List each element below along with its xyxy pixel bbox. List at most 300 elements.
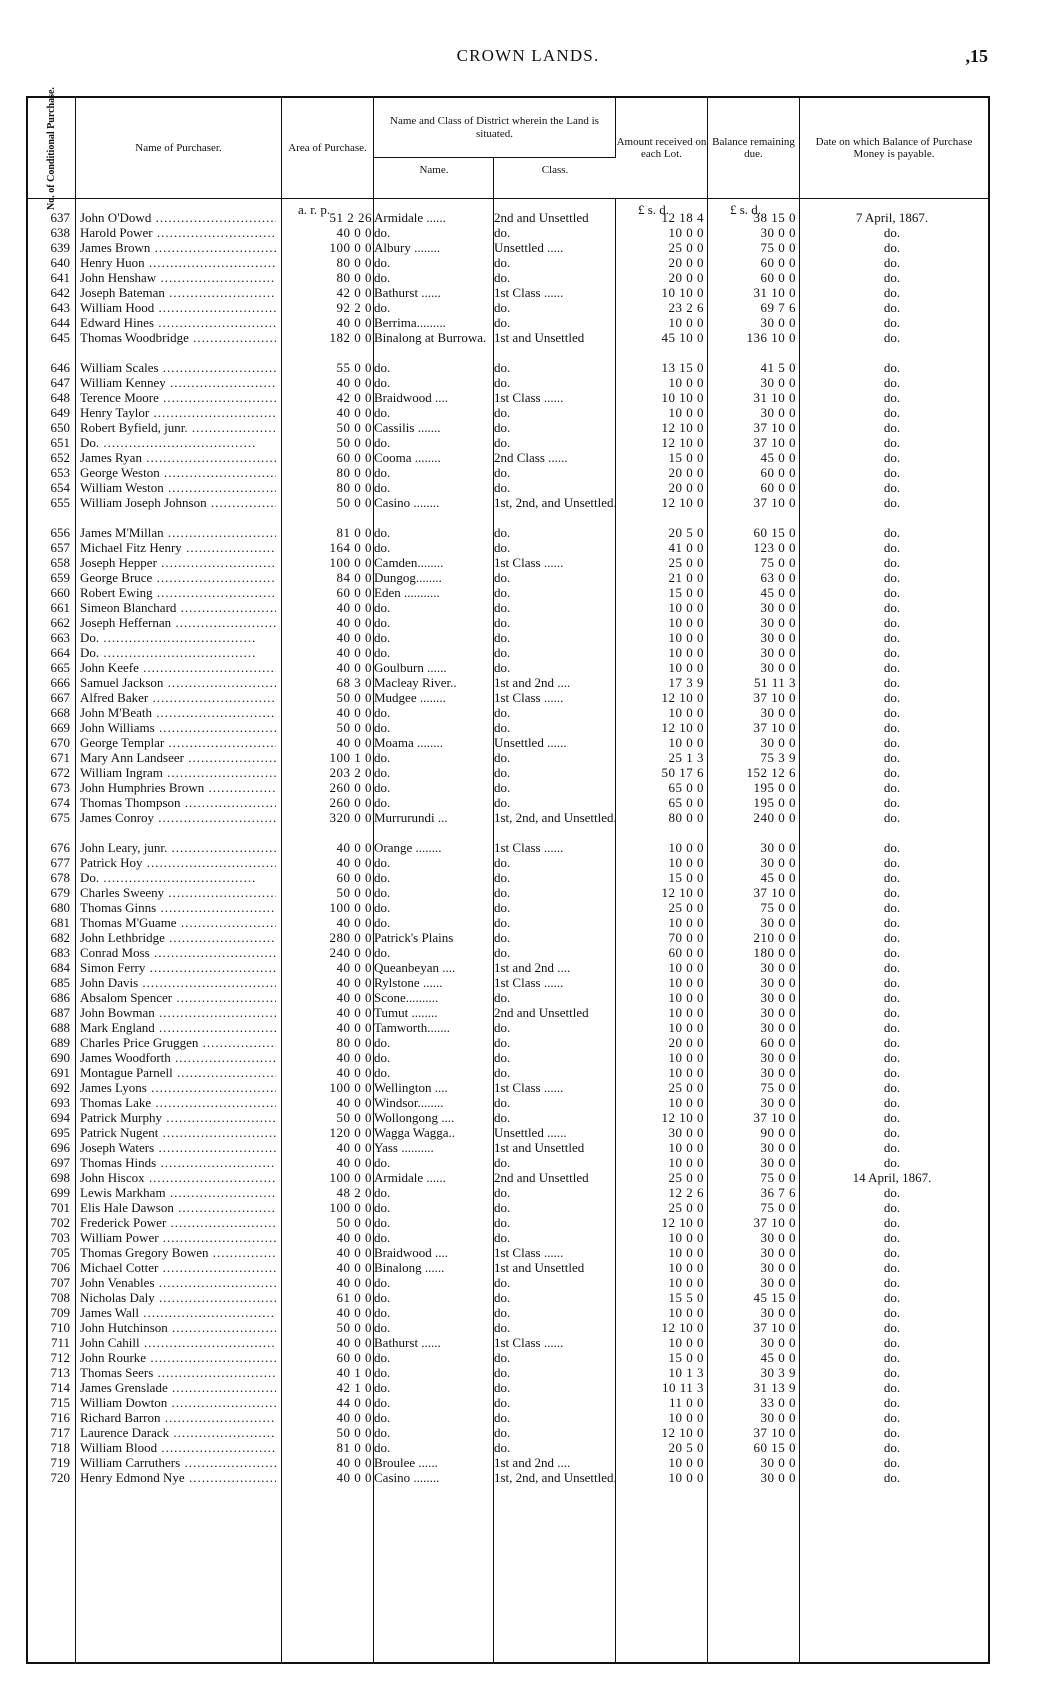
district-name-cell: do. — [374, 915, 391, 930]
balance-cell: 30 0 0 — [760, 1305, 796, 1320]
district-class-cell: do. — [494, 540, 511, 555]
balance-cell: 90 0 0 — [760, 1125, 796, 1140]
header-no — [28, 86, 76, 210]
date-cell: do. — [883, 840, 901, 855]
date-cell: do. — [883, 1065, 901, 1080]
district-name-cell: Armidale ...... — [374, 210, 446, 225]
district-class-cell: 1st and Unsettled — [494, 1260, 585, 1275]
date-cell: do. — [883, 1425, 901, 1440]
district-class-cell: do. — [494, 750, 511, 765]
row-number: 667 — [50, 690, 70, 705]
date-cell: do. — [883, 1455, 901, 1470]
area-cell: 92 2 0 — [336, 300, 372, 315]
district-name-cell: do. — [374, 630, 391, 645]
district-name-cell: do. — [374, 225, 391, 240]
district-name-cell: do. — [374, 1425, 391, 1440]
amount-cell: 10 0 0 — [668, 1455, 704, 1470]
area-cell: 40 0 0 — [336, 1275, 372, 1290]
district-class-cell: do. — [494, 1050, 511, 1065]
table-row — [28, 1395, 988, 1410]
district-class-cell: 2nd Class ...... — [494, 450, 568, 465]
district-name-cell: do. — [374, 1365, 391, 1380]
purchaser-name: John Hutchinson ..... — [80, 1320, 276, 1335]
date-cell: do. — [883, 1140, 901, 1155]
table-row — [28, 1140, 988, 1155]
date-cell: do. — [883, 570, 901, 585]
table-row — [28, 390, 988, 405]
table-row — [28, 765, 988, 780]
balance-cell: 30 0 0 — [760, 975, 796, 990]
district-class-cell: do. — [494, 885, 511, 900]
date-cell: do. — [883, 525, 901, 540]
area-cell: 40 0 0 — [336, 960, 372, 975]
purchaser-name: Michael Cotter ..... — [80, 1260, 276, 1275]
district-class-cell: do. — [494, 465, 511, 480]
row-number: 693 — [50, 1095, 70, 1110]
amount-cell: 10 11 3 — [661, 1380, 704, 1395]
amount-cell: 10 0 0 — [668, 645, 704, 660]
district-class-cell: do. — [494, 870, 511, 885]
date-cell: do. — [883, 1020, 901, 1035]
date-cell: do. — [883, 1305, 901, 1320]
purchaser-name: Harold Power ..... — [80, 225, 276, 240]
table-row — [28, 525, 988, 540]
table-row — [28, 1455, 988, 1470]
purchaser-name: John Rourke ..... — [80, 1350, 276, 1365]
district-name-cell: Yass .......... — [374, 1140, 434, 1155]
area-cell: 50 0 0 — [336, 1215, 372, 1230]
row-number: 702 — [50, 1215, 70, 1230]
amount-cell: 10 0 0 — [668, 405, 704, 420]
balance-cell: 33 0 0 — [760, 1395, 796, 1410]
purchaser-name: Richard Barron ..... — [80, 1410, 276, 1425]
purchaser-name: William Dowton ..... — [80, 1395, 276, 1410]
district-name-cell: do. — [374, 435, 391, 450]
district-class-cell: do. — [494, 630, 511, 645]
table-row — [28, 750, 988, 765]
district-class-cell: do. — [494, 900, 511, 915]
area-cell: 40 0 0 — [336, 1260, 372, 1275]
date-cell: do. — [883, 300, 901, 315]
district-name-cell: do. — [374, 465, 391, 480]
row-number: 688 — [50, 1020, 70, 1035]
balance-cell: 37 10 0 — [753, 885, 796, 900]
area-cell: 40 0 0 — [336, 225, 372, 240]
balance-cell: 31 13 9 — [753, 1380, 796, 1395]
district-class-cell: do. — [494, 720, 511, 735]
area-cell: 60 0 0 — [336, 585, 372, 600]
district-class-cell: do. — [494, 1395, 511, 1410]
purchaser-name: John Hiscox ..... — [80, 1170, 276, 1185]
amount-cell: 20 5 0 — [668, 525, 704, 540]
area-cell: 40 0 0 — [336, 375, 372, 390]
table-row — [28, 450, 988, 465]
area-cell: 100 0 0 — [329, 240, 372, 255]
header-district-name: Name. — [419, 164, 449, 176]
balance-cell: 30 0 0 — [760, 705, 796, 720]
purchaser-name: Do. ..... — [80, 645, 276, 660]
row-number: 643 — [50, 300, 70, 315]
amount-cell: 10 0 0 — [668, 1305, 704, 1320]
date-cell: do. — [883, 435, 901, 450]
balance-cell: 60 0 0 — [760, 480, 796, 495]
row-number: 646 — [50, 360, 70, 375]
table-row — [28, 675, 988, 690]
date-cell: do. — [883, 1155, 901, 1170]
district-class-cell: do. — [494, 645, 511, 660]
district-name-cell: do. — [374, 750, 391, 765]
area-cell: 48 2 0 — [336, 1185, 372, 1200]
amount-cell: 15 0 0 — [668, 870, 704, 885]
date-cell: do. — [883, 795, 901, 810]
balance-cell: 30 0 0 — [760, 735, 796, 750]
district-name-cell: do. — [374, 780, 391, 795]
purchaser-name: James Woodforth ..... — [80, 1050, 276, 1065]
area-cell: 100 0 0 — [329, 1200, 372, 1215]
purchaser-name: John Henshaw ..... — [80, 270, 276, 285]
balance-cell: 123 0 0 — [753, 540, 796, 555]
date-cell: do. — [883, 1470, 901, 1485]
amount-cell: 10 0 0 — [668, 915, 704, 930]
purchaser-name: John Cahill ..... — [80, 1335, 276, 1350]
district-name-cell: do. — [374, 375, 391, 390]
row-number: 689 — [50, 1035, 70, 1050]
row-number: 714 — [50, 1380, 70, 1395]
row-number: 697 — [50, 1155, 70, 1170]
amount-cell: 12 10 0 — [661, 1215, 704, 1230]
row-number: 657 — [50, 540, 70, 555]
district-name-cell: Queanbeyan .... — [374, 960, 456, 975]
date-cell: do. — [883, 1110, 901, 1125]
table-row — [28, 1155, 988, 1170]
purchaser-name: Absalom Spencer ..... — [80, 990, 276, 1005]
district-name-cell: Wellington .... — [374, 1080, 448, 1095]
amount-cell: 10 0 0 — [668, 615, 704, 630]
row-number: 692 — [50, 1080, 70, 1095]
amount-cell: 65 0 0 — [668, 780, 704, 795]
date-cell: do. — [883, 720, 901, 735]
table-row — [28, 1110, 988, 1125]
district-class-cell: do. — [494, 1380, 511, 1395]
page-title: CROWN LANDS. — [456, 46, 600, 65]
date-cell: do. — [883, 615, 901, 630]
district-name-cell: do. — [374, 720, 391, 735]
table-row — [28, 330, 988, 360]
header-balance-label: Balance remaining due. — [712, 135, 795, 160]
table-row — [28, 1200, 988, 1215]
amount-cell: 15 0 0 — [668, 450, 704, 465]
area-cell: 260 0 0 — [329, 780, 372, 795]
balance-cell: 30 0 0 — [760, 1245, 796, 1260]
district-class-cell: do. — [494, 375, 511, 390]
date-cell: do. — [883, 630, 901, 645]
district-name-cell: do. — [374, 255, 391, 270]
balance-cell: 41 5 0 — [760, 360, 796, 375]
purchaser-name: Do. ..... — [80, 870, 276, 885]
district-class-cell: 1st and 2nd .... — [494, 960, 571, 975]
area-cell: 320 0 0 — [329, 810, 372, 825]
district-class-cell: 1st, 2nd, and Unsettled. — [494, 1470, 617, 1485]
row-number: 654 — [50, 480, 70, 495]
purchaser-name: James Grenslade ..... — [80, 1380, 276, 1395]
balance-cell: 45 0 0 — [760, 585, 796, 600]
amount-cell: 10 0 0 — [668, 315, 704, 330]
purchaser-name: Robert Byfield, junr. ..... — [80, 420, 276, 435]
date-cell: do. — [883, 750, 901, 765]
amount-cell: 21 0 0 — [668, 570, 704, 585]
amount-cell: 10 0 0 — [668, 1260, 704, 1275]
area-cell: 40 1 0 — [336, 1365, 372, 1380]
purchaser-name: Thomas Gregory Bowen ..... — [80, 1245, 276, 1260]
district-class-cell: do. — [494, 1065, 511, 1080]
date-cell: do. — [883, 960, 901, 975]
row-number: 719 — [50, 1455, 70, 1470]
row-number: 670 — [50, 735, 70, 750]
balance-cell: 30 0 0 — [760, 660, 796, 675]
purchaser-name: Joseph Waters ..... — [80, 1140, 276, 1155]
row-number: 638 — [50, 225, 70, 240]
row-number: 695 — [50, 1125, 70, 1140]
area-cell: 44 0 0 — [336, 1395, 372, 1410]
area-cell: 80 0 0 — [336, 255, 372, 270]
balance-cell: 30 0 0 — [760, 405, 796, 420]
table-row — [28, 1125, 988, 1140]
date-cell: do. — [883, 945, 901, 960]
date-cell: do. — [883, 705, 901, 720]
row-number: 645 — [50, 330, 70, 345]
district-name-cell: do. — [374, 1230, 391, 1245]
balance-cell: 37 10 0 — [753, 1110, 796, 1125]
area-cell: 40 0 0 — [336, 630, 372, 645]
table-row — [28, 1380, 988, 1395]
amount-cell: 10 0 0 — [668, 1050, 704, 1065]
district-class-cell: do. — [494, 525, 511, 540]
balance-cell: 180 0 0 — [753, 945, 796, 960]
balance-cell: 37 10 0 — [753, 420, 796, 435]
balance-cell: 30 0 0 — [760, 1050, 796, 1065]
area-cell: 81 0 0 — [336, 1440, 372, 1455]
table-row — [28, 900, 988, 915]
row-number: 649 — [50, 405, 70, 420]
district-class-cell: do. — [494, 225, 511, 240]
district-name-cell: do. — [374, 900, 391, 915]
district-class-cell: 2nd and Unsettled — [494, 1170, 589, 1185]
district-name-cell: do. — [374, 1185, 391, 1200]
row-number: 678 — [50, 870, 70, 885]
amount-cell: 70 0 0 — [668, 930, 704, 945]
district-class-cell: do. — [494, 765, 511, 780]
balance-cell: 30 0 0 — [760, 1020, 796, 1035]
district-class-cell: 1st and 2nd .... — [494, 675, 571, 690]
area-cell: 100 0 0 — [329, 1170, 372, 1185]
district-class-cell: do. — [494, 990, 511, 1005]
table-row — [28, 435, 988, 450]
balance-cell: 30 0 0 — [760, 960, 796, 975]
row-number: 656 — [50, 525, 70, 540]
date-cell: do. — [883, 540, 901, 555]
date-cell: do. — [883, 1200, 901, 1215]
district-class-cell: do. — [494, 1200, 511, 1215]
date-cell: do. — [883, 420, 901, 435]
date-cell: do. — [883, 675, 901, 690]
balance-cell: 45 0 0 — [760, 450, 796, 465]
amount-cell: 12 10 0 — [661, 495, 704, 510]
area-cell: 50 0 0 — [336, 495, 372, 510]
district-name-cell: do. — [374, 540, 391, 555]
balance-cell: 30 0 0 — [760, 1230, 796, 1245]
row-number: 637 — [50, 210, 70, 225]
row-number: 644 — [50, 315, 70, 330]
header-date-label: Date on which Balance of Purchase Money is payable. — [815, 135, 973, 160]
district-name-cell: Casino ........ — [374, 495, 440, 510]
district-name-cell: Braidwood .... — [374, 1245, 449, 1260]
balance-cell: 30 0 0 — [760, 1155, 796, 1170]
balance-cell: 45 0 0 — [760, 1350, 796, 1365]
table-row — [28, 915, 988, 930]
row-number: 659 — [50, 570, 70, 585]
amount-cell: 10 0 0 — [668, 1335, 704, 1350]
table-row — [28, 1290, 988, 1305]
date-cell: 7 April, 1867. — [855, 210, 929, 225]
date-cell: do. — [883, 1380, 901, 1395]
row-number: 676 — [50, 840, 70, 855]
row-number: 681 — [50, 915, 70, 930]
balance-cell: 51 11 3 — [753, 675, 796, 690]
purchaser-name: William Power ..... — [80, 1230, 276, 1245]
purchaser-name: John O'Dowd ..... — [80, 210, 276, 225]
table-row — [28, 975, 988, 990]
table-row — [28, 240, 988, 255]
district-name-cell: Camden........ — [374, 555, 444, 570]
district-class-cell: do. — [494, 1425, 511, 1440]
amount-cell: 10 0 0 — [668, 735, 704, 750]
district-name-cell: Braidwood .... — [374, 390, 449, 405]
purchaser-name: John M'Beath ..... — [80, 705, 276, 720]
purchaser-name: John Keefe ..... — [80, 660, 276, 675]
amount-cell: 10 0 0 — [668, 1245, 704, 1260]
district-name-cell: Rylstone ...... — [374, 975, 443, 990]
table-row — [28, 300, 988, 315]
date-cell: do. — [883, 240, 901, 255]
date-cell: do. — [883, 405, 901, 420]
row-number: 713 — [50, 1365, 70, 1380]
row-number: 669 — [50, 720, 70, 735]
date-cell: do. — [883, 1215, 901, 1230]
purchaser-name: Patrick Hoy ..... — [80, 855, 276, 870]
amount-cell: 10 10 0 — [661, 390, 704, 405]
purchaser-name: Mary Ann Landseer ..... — [80, 750, 276, 765]
purchaser-name: Thomas Lake ..... — [80, 1095, 276, 1110]
balance-cell: 75 0 0 — [760, 555, 796, 570]
district-class-cell: do. — [494, 255, 511, 270]
purchaser-name: William Ingram ..... — [80, 765, 276, 780]
table-row — [28, 615, 988, 630]
amount-cell: 20 5 0 — [668, 1440, 704, 1455]
balance-cell: 37 10 0 — [753, 690, 796, 705]
row-number: 718 — [50, 1440, 70, 1455]
amount-cell: 10 0 0 — [668, 855, 704, 870]
purchases-table — [26, 86, 990, 1664]
district-name-cell: Armidale ...... — [374, 1170, 446, 1185]
date-cell: do. — [883, 1185, 901, 1200]
row-number: 653 — [50, 465, 70, 480]
district-class-cell: do. — [494, 615, 511, 630]
table-row — [28, 225, 988, 240]
district-name-cell: Wagga Wagga.. — [374, 1125, 456, 1140]
table-row — [28, 885, 988, 900]
district-name-cell: Moama ........ — [374, 735, 443, 750]
table-row — [28, 645, 988, 660]
district-class-cell: 1st and Unsettled — [494, 1140, 585, 1155]
date-cell: do. — [883, 735, 901, 750]
amount-cell: 10 0 0 — [668, 1410, 704, 1425]
table-row — [28, 1020, 988, 1035]
date-cell: do. — [883, 1230, 901, 1245]
district-name-cell: do. — [374, 1350, 391, 1365]
district-name-cell: do. — [374, 1035, 391, 1050]
purchaser-name: John Lethbridge ..... — [80, 930, 276, 945]
table-row — [28, 1095, 988, 1110]
district-class-cell: 1st Class ...... — [494, 285, 564, 300]
area-cell: 40 0 0 — [336, 1140, 372, 1155]
balance-cell: 60 0 0 — [760, 1035, 796, 1050]
row-number: 716 — [50, 1410, 70, 1425]
purchaser-name: William Carruthers ..... — [80, 1455, 276, 1470]
balance-cell: 240 0 0 — [753, 810, 796, 825]
area-cell: 55 0 0 — [336, 360, 372, 375]
purchaser-name: Thomas Hinds ..... — [80, 1155, 276, 1170]
purchaser-name: Charles Sweeny ..... — [80, 885, 276, 900]
header-date — [800, 98, 988, 198]
area-cell: 40 0 0 — [336, 660, 372, 675]
amount-cell: 10 0 0 — [668, 1275, 704, 1290]
area-cell: 42 0 0 — [336, 390, 372, 405]
purchaser-name: Thomas Woodbridge ..... — [80, 330, 276, 345]
row-number: 712 — [50, 1350, 70, 1365]
purchaser-name: John Davis ..... — [80, 975, 276, 990]
table-row — [28, 1350, 988, 1365]
row-number: 677 — [50, 855, 70, 870]
purchaser-name: Henry Edmond Nye ..... — [80, 1470, 276, 1485]
amount-cell: 25 0 0 — [668, 240, 704, 255]
amount-cell: 20 0 0 — [668, 1035, 704, 1050]
amount-cell: 20 0 0 — [668, 465, 704, 480]
date-cell: do. — [883, 870, 901, 885]
row-number: 708 — [50, 1290, 70, 1305]
date-cell: do. — [883, 645, 901, 660]
purchaser-name: George Bruce ..... — [80, 570, 276, 585]
balance-cell: 30 0 0 — [760, 1095, 796, 1110]
amount-cell: 10 0 0 — [668, 630, 704, 645]
area-cell: 42 0 0 — [336, 285, 372, 300]
date-cell: do. — [883, 1320, 901, 1335]
area-cell: 60 0 0 — [336, 450, 372, 465]
date-cell: do. — [883, 555, 901, 570]
row-number: 711 — [50, 1335, 70, 1350]
balance-cell: 38 15 0 — [753, 210, 796, 225]
purchaser-name: Nicholas Daly ..... — [80, 1290, 276, 1305]
balance-cell: 30 0 0 — [760, 915, 796, 930]
header-amount-label: Amount received on each Lot. — [616, 135, 707, 160]
date-cell: do. — [883, 1275, 901, 1290]
table-row — [28, 855, 988, 870]
purchaser-name: Lewis Markham ..... — [80, 1185, 276, 1200]
area-cell: 40 0 0 — [336, 915, 372, 930]
balance-cell: 30 0 0 — [760, 600, 796, 615]
district-class-cell: 1st Class ...... — [494, 1335, 564, 1350]
date-cell: do. — [883, 1125, 901, 1140]
amount-cell: 12 10 0 — [661, 435, 704, 450]
